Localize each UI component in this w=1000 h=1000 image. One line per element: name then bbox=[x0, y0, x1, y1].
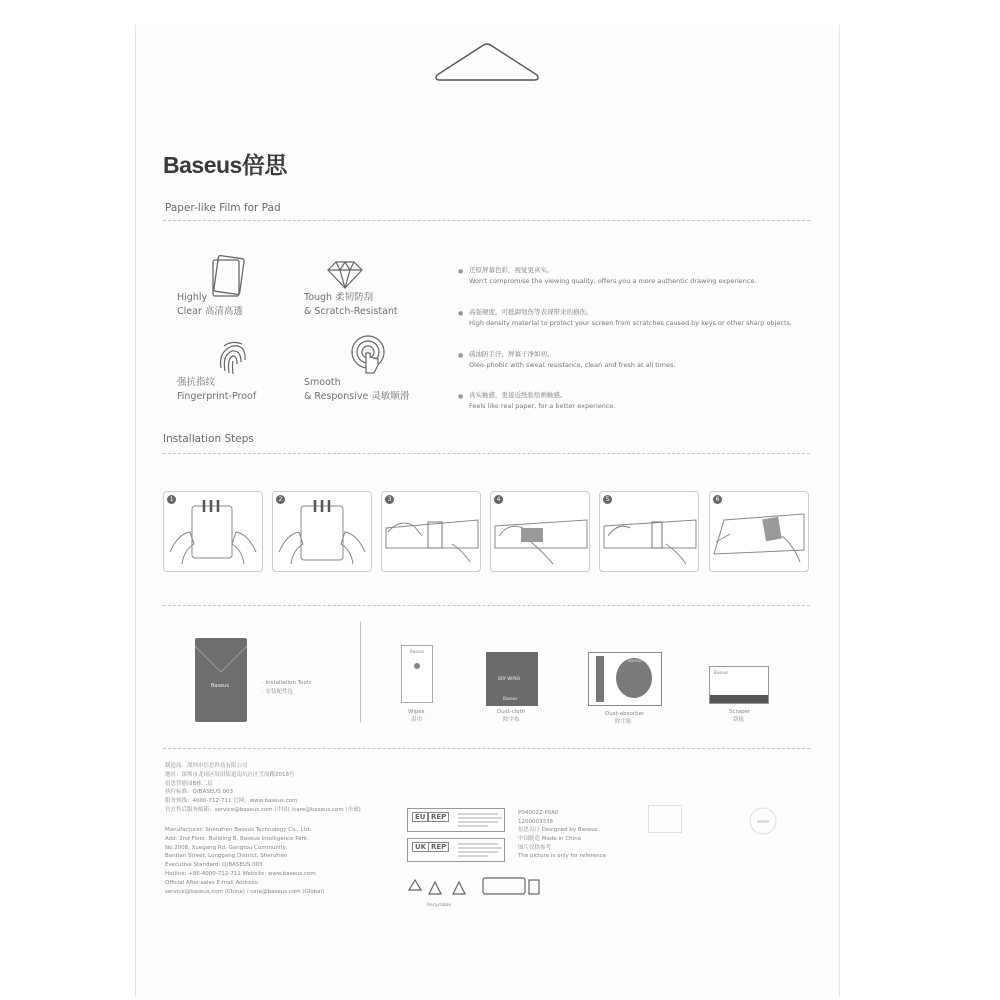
touch-icon bbox=[350, 335, 390, 379]
diamond-icon bbox=[326, 260, 364, 290]
install-step-5 bbox=[599, 491, 699, 572]
hands-peel-icon bbox=[164, 492, 262, 571]
divider bbox=[163, 605, 810, 606]
step-number: 1 bbox=[167, 495, 176, 504]
tools-label: · Installation Tools bbox=[262, 680, 312, 686]
install-step-1 bbox=[163, 491, 263, 572]
recycle-label: Recyclable bbox=[427, 903, 452, 908]
feature-smooth-label: Smooth & Responsive 灵敏顺滑 bbox=[304, 377, 410, 402]
bullet-icon: ● bbox=[458, 268, 464, 275]
wipes-logo: Baseus bbox=[410, 649, 425, 654]
scraper-logo: Baseus bbox=[714, 670, 729, 675]
benefit-cn: 真实触感，更接近纸张绘画触感。 bbox=[469, 391, 567, 399]
install-step-2 bbox=[272, 491, 372, 572]
footer-en-info: Manufacturer: Shenzhen Baseus Technology Co., Ltd. Add: 2nd Floor, Building B, Baseus Intelligence Park, No.2008, Xuegang Rd, Gangtou Community, Bantian Street, Longgang District, Shenzhen Executive Standard: Q/BASEUS 003 Hotline: +86-4000-712-711 Website: www.baseus.com Official After-sales E-mail Address: service@baseus.com (China) / care@baseus.com (Global) bbox=[165, 827, 325, 895]
installation-title: Installation Steps bbox=[163, 433, 254, 445]
dust-cloth-label: Dust-cloth bbox=[497, 709, 526, 715]
wipes-label: Wipes bbox=[408, 709, 425, 715]
step-number: 5 bbox=[603, 495, 612, 504]
design-origin: 倍思设计 Designed by Baseus 中国制造 Made in China 图片仅供参考 The picture is only for reference bbox=[518, 827, 607, 860]
bullet-icon: ● bbox=[458, 310, 464, 317]
install-step-6 bbox=[709, 491, 809, 572]
feature-tough-label: Tough 柔韧防刮 & Scratch-Resistant bbox=[304, 292, 398, 317]
align-film-icon bbox=[600, 492, 698, 571]
bullet-icon: ● bbox=[458, 352, 464, 359]
benefit-en: Won't compromise the viewing quality, offers you a more authentic drawing experience. bbox=[469, 277, 757, 285]
divider bbox=[163, 748, 810, 749]
eu-tag: EU bbox=[412, 812, 428, 822]
install-step-4 bbox=[490, 491, 590, 572]
brand-logo: Baseus倍思 bbox=[163, 152, 287, 178]
feature-clear-label: Highly Clear 高清高透 bbox=[177, 292, 243, 317]
hands-peel-icon bbox=[273, 492, 371, 571]
bullet-icon: ● bbox=[458, 393, 464, 400]
rep-address-lines bbox=[458, 841, 514, 861]
hang-hole-icon bbox=[434, 42, 540, 82]
scrape-bubbles-icon bbox=[710, 492, 808, 571]
install-step-3 bbox=[381, 491, 481, 572]
benefit-en: High density material to protect your screen from scratches caused by keys or other sharp objects. bbox=[469, 319, 792, 327]
dust-absorber-label-cn: 除尘贴 bbox=[615, 719, 632, 725]
uk-tag: UK bbox=[412, 842, 429, 852]
footer-cn-info: 制造商：深圳市倍思科技有限公司 地址：深圳市龙岗区坂田街道南坑社区雪岗路2018号 倍思智能园B栋二层 执行标准：Q/BASEUS 003 服务热线：4000-712-711 官网：www.baseus.com 官方售后服务邮箱：service@baseus.com (中国) /care@baseus.com (全球) bbox=[165, 763, 361, 813]
divider bbox=[163, 453, 810, 454]
step-number: 2 bbox=[276, 495, 285, 504]
uk-rep-tag: REP bbox=[428, 842, 449, 852]
rep-address-lines bbox=[458, 811, 514, 831]
scraper-label-cn: 刮板 bbox=[733, 717, 745, 723]
tools-pouch-icon bbox=[195, 638, 247, 722]
pouch-logo: Baseus bbox=[211, 683, 229, 689]
eu-rep-tag: REP bbox=[428, 812, 449, 822]
cloth-text: DRY WIPER bbox=[498, 676, 521, 681]
vertical-divider bbox=[360, 622, 361, 722]
step-number: 6 bbox=[713, 495, 722, 504]
benefit-cn: 还原屏幕色彩，视觉更真实。 bbox=[469, 266, 554, 274]
apply-film-icon bbox=[382, 492, 480, 571]
dust-absorber-label: Dust-absorber bbox=[605, 711, 645, 717]
step-number: 3 bbox=[385, 495, 394, 504]
benefit-en: Oleo-phobic with sweat resistance, clean and fresh at all times. bbox=[469, 361, 676, 369]
step-number: 4 bbox=[494, 495, 503, 504]
fingerprint-icon bbox=[215, 338, 249, 378]
dust-cloth-label-cn: 除尘布 bbox=[503, 717, 520, 723]
divider bbox=[163, 220, 810, 221]
disposal-icon bbox=[748, 806, 778, 836]
recycling-icons bbox=[405, 872, 545, 902]
benefit-cn: 疏油防手汗，屏幕干净如初。 bbox=[469, 350, 554, 358]
absorber-logo: Baseus bbox=[628, 658, 643, 663]
tools-label-cn: · 安装配件包 bbox=[262, 689, 294, 695]
stamp-placeholder-icon bbox=[648, 805, 682, 833]
product-title: Paper-like Film for Pad bbox=[165, 202, 281, 214]
benefit-en: Feels like real paper, for a better experience. bbox=[469, 402, 616, 410]
scraper-label: Scraper bbox=[729, 709, 751, 715]
product-codes: P04002Z-P0A0 1200003338 bbox=[518, 810, 559, 825]
cloth-logo: Baseus bbox=[503, 696, 518, 701]
benefit-cn: 高强硬度，可抵御划伤等表现带来的损伤。 bbox=[469, 308, 593, 316]
wipes-label-cn: 湿巾 bbox=[411, 717, 423, 723]
dust-absorber-icon bbox=[588, 652, 662, 706]
wipe-screen-icon bbox=[491, 492, 589, 571]
feature-fingerprint-label: 强抗指纹 Fingerprint-Proof bbox=[177, 377, 257, 402]
